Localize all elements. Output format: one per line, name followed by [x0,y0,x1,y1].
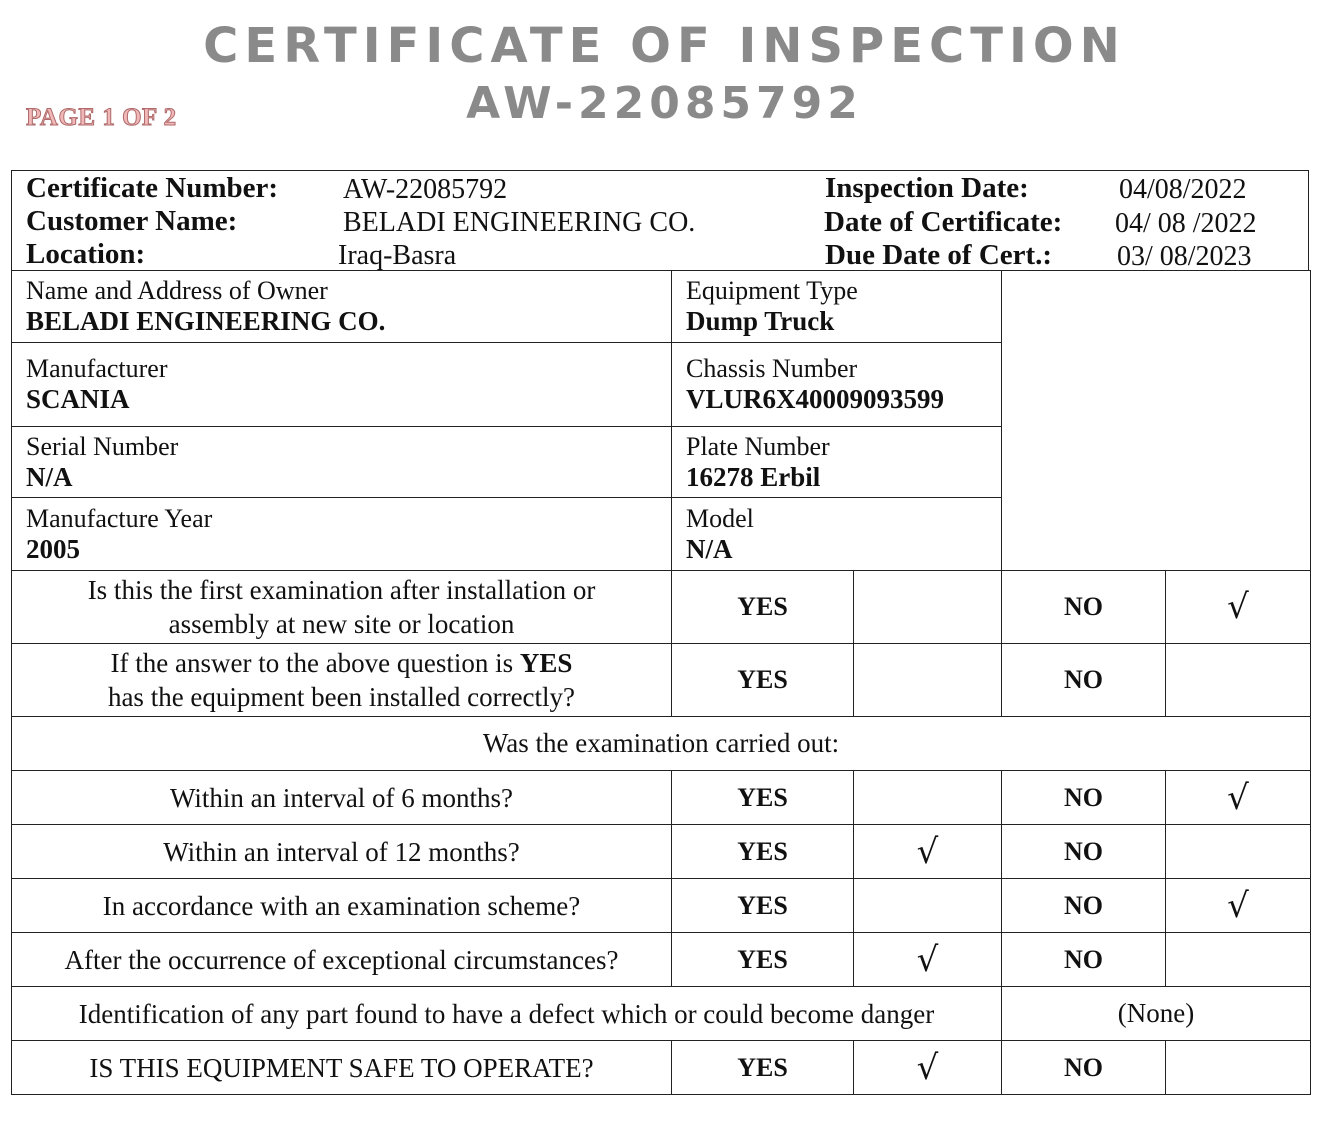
model-label: Model [686,503,754,533]
question-row-first-exam [12,571,1311,644]
year-label: Manufacture Year [26,503,213,533]
question-row-defect [12,987,1311,1041]
no-answer-cell [1166,825,1311,879]
manufacturer-cell [12,343,672,427]
due-date-label: Due Date of Cert.: [825,239,1053,271]
no-answer-cell [1166,933,1311,987]
plate-cell [672,427,1002,498]
location-label: Location: [26,238,146,270]
yes-answer-cell [854,644,1002,717]
question-text: Identification of any part found to have a defect which or could become danger [12,987,1002,1041]
no-label: NO [1002,933,1166,987]
inspection-table [11,270,1311,1095]
question-text [12,644,672,717]
detail-row [12,271,1311,343]
equipment-type-cell [672,271,1002,343]
question-text: IS THIS EQUIPMENT SAFE TO OPERATE? [12,1041,672,1095]
yes-label: YES [672,933,854,987]
chassis-label: Chassis Number [686,354,858,383]
question-row-installed [12,644,1311,717]
no-label: NO [1002,1041,1166,1095]
blank-area [1002,271,1311,571]
yes-label: YES [672,644,854,717]
question-text: In accordance with an examination scheme? [12,879,672,933]
question-row-12-months [12,825,1311,879]
question-row-scheme [12,879,1311,933]
question-row-exceptional [12,933,1311,987]
question-text: Within an interval of 6 months? [12,771,672,825]
question-text: After the occurrence of exceptional circumstances? [12,933,672,987]
yes-answer-cell [854,879,1002,933]
owner-cell [12,271,672,343]
question-line-part: If the answer to the above question is [110,648,520,678]
plate-label: Plate Number [686,431,830,461]
check-mark-icon: √ [1166,771,1311,825]
check-mark-icon: √ [1166,879,1311,933]
no-answer-cell [1166,1041,1311,1095]
inspection-date-label: Inspection Date: [825,172,1029,204]
question-row-6-months [12,771,1311,825]
certificate-number-value: AW-22085792 [343,174,508,205]
check-mark-icon: √ [854,1041,1002,1095]
question-line-emphasis: YES [519,648,573,678]
question-line: has the equipment been installed correctly? [107,682,576,712]
no-label: NO [1002,571,1166,644]
question-text [12,571,672,644]
yes-answer-cell [854,771,1002,825]
yes-label: YES [672,571,854,644]
no-label: NO [1002,644,1166,717]
certificate-header [11,170,1309,271]
no-label: NO [1002,825,1166,879]
question-line: assembly at new site or location [168,609,515,639]
model-cell [672,498,1002,571]
yes-label: YES [672,771,854,825]
no-answer-cell [1166,644,1311,717]
yes-label: YES [672,879,854,933]
customer-name-value: BELADI ENGINEERING CO. [343,207,696,238]
yes-label: YES [672,825,854,879]
inspection-date-value: 04/08/2022 [1119,174,1247,205]
question-text: Within an interval of 12 months? [12,825,672,879]
serial-cell [12,427,672,498]
serial-label: Serial Number [26,431,179,461]
year-value: 2005 [26,533,80,564]
page-indicator: PAGE 1 OF 2 [26,104,177,131]
yes-answer-cell [854,571,1002,644]
yes-label: YES [672,1041,854,1095]
date-of-certificate-value: 04/ 08 /2022 [1115,208,1257,239]
year-cell [12,498,672,571]
defect-answer: (None) [1002,987,1311,1041]
check-mark-icon: √ [854,933,1002,987]
no-label: NO [1002,879,1166,933]
no-label: NO [1002,771,1166,825]
owner-value: BELADI ENGINEERING CO. [26,306,386,336]
certificate-title-number: AW-22085792 [466,78,863,129]
chassis-value: VLUR6X40009093599 [686,384,945,414]
date-of-certificate-label: Date of Certificate: [824,206,1063,238]
location-value: Iraq-Basra [338,240,457,271]
equipment-type-value: Dump Truck [686,306,835,336]
question-line: Is this the first examination after installation or [87,575,596,605]
equipment-type-label: Equipment Type [686,276,858,305]
check-mark-icon: √ [854,825,1002,879]
manufacturer-value: SCANIA [26,384,130,414]
section-row-carried-out [12,717,1311,771]
question-row-safe [12,1041,1311,1095]
model-value: N/A [686,533,733,564]
question-line [12,646,671,680]
certificate-number-label: Certificate Number: [26,172,279,204]
check-mark-icon: √ [1166,571,1311,644]
manufacturer-label: Manufacturer [26,354,168,383]
owner-label: Name and Address of Owner [26,276,328,305]
due-date-value: 03/ 08/2023 [1117,241,1252,272]
customer-name-label: Customer Name: [26,205,238,237]
chassis-cell [672,343,1002,427]
certificate-title: CERTIFICATE OF INSPECTION [203,18,1126,74]
serial-value: N/A [26,461,73,492]
section-heading: Was the examination carried out: [12,717,1311,771]
plate-value: 16278 Erbil [686,461,821,492]
